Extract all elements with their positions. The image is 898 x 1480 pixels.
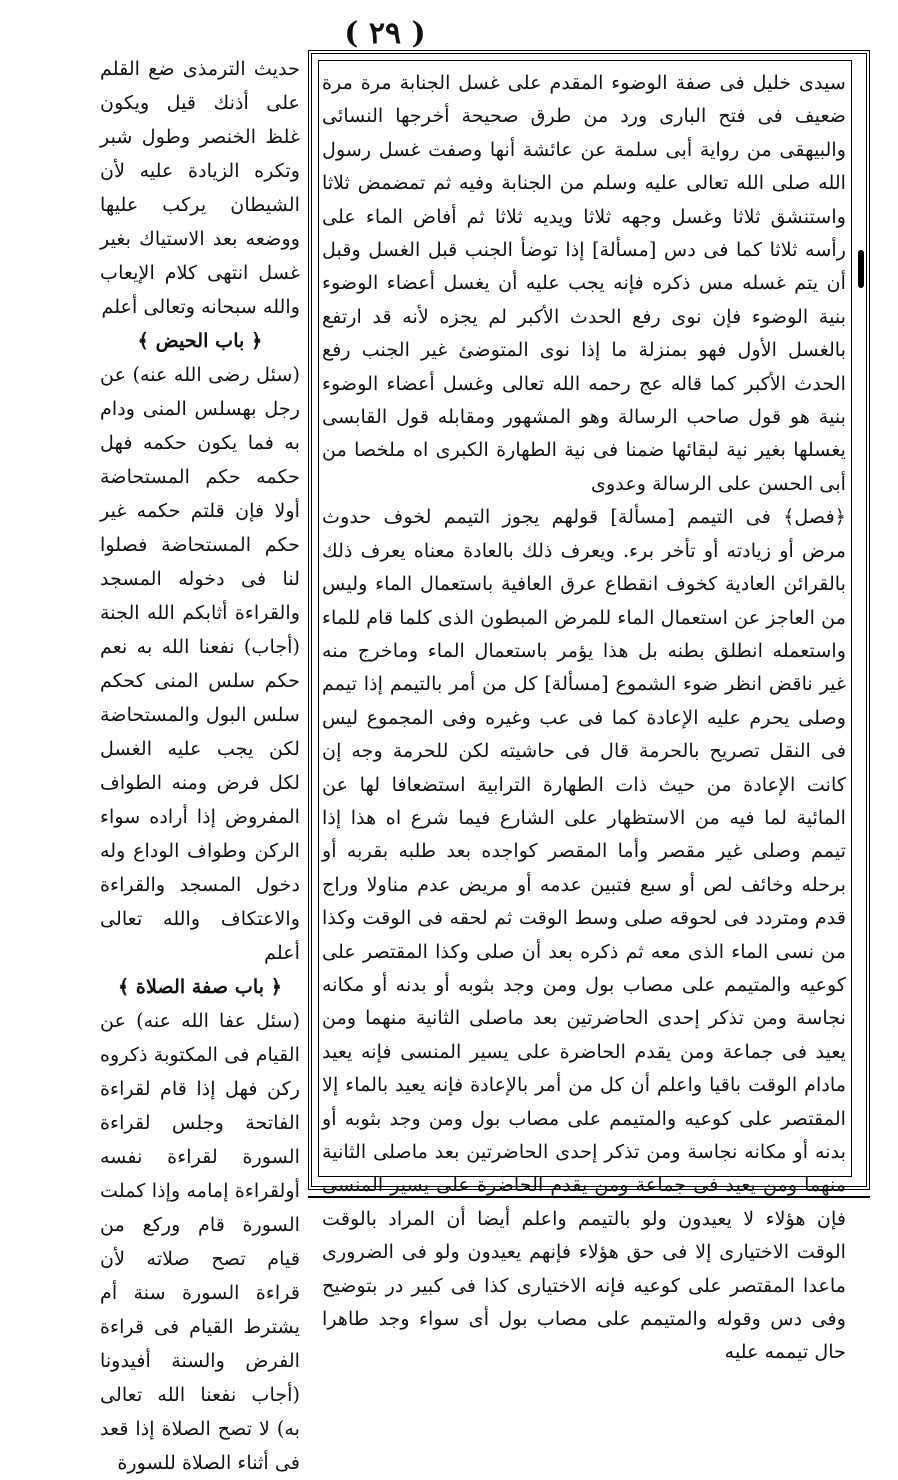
side-salat-text: (سئل عفا الله عنه) عن القيام فى المكتوبة ذكروه ركن فهل إذا قام لقراءة الفاتحة وجلس لقراءة السورة لقراءة نفسه أولقراءة إمامه وإذا كملت السورة قام وركع من قيام تصح صلاته لأن قراءة السورة سنة أم يشترط القيام فى قراءة الفرض والسنة أفيدونا (أجاب نفعنا الله تعالى به) لا تصح الصلاة إذا قعد فى أثناء الصلاة للسورة <box>100 1009 300 1474</box>
page-number: ( ٢٩ ) <box>344 16 426 51</box>
main-paragraph-tayammum: ﴿فصل﴾ فى التيمم [مسألة] قولهم يجوز التيمم لخوف حدوث مرض أو زيادته أو تأخر برء. ويعرف ذلك بالعادة معناه يعرف ذلك بالقرائن العادية كخوف انقطاع عرق العافية باستعمال الماء وليس من العاجز عن استعمال الماء للمرض المبطون الذى كلما قام للماء واستعمله انطلق بطنه بل هذا يؤمر باستعمال الماء وماخرج منه غير ناقض انظر ضوء الشموع [مسألة] كل من أمر بالتيمم إذا تيمم وصلى يحرم عليه الإعادة كما فى عب وغيره وفى المجموع ليس فى النقل تصريح بالحرمة قال فى حاشيته لكن للحرمة وجه إن كانت الإعادة من حيث ذات الطهارة الترابية استضعافا لها عن المائية لما فيه من الاستظهار على الشارع فيما شرع اه هذا إذا تيمم وصلى غير مقصر وأما المقصر كواجده بعد طلبه بقربه أو برحله وخائف لص أو سبع فتبين عدمه أو مريض عدم مناولا وراج قدم ومتردد فى لحوقه صلى وسط الوقت ثم لحقه فى الوقت وكذا من نسى الماء الذى معه ثم ذكره بعد أن صلى وكذا المقتصر على كوعيه والمتيمم على مصاب بول ومن وجد بثوبه أو بدنه أو مكانه نجاسة ومن تذكر إحدى الحاضرتين بعد ماصلى الثانية منهما ومن يعيد فى جماعة ومن يقدم الحاضرة على يسير المنسى فإنه يعيد مادام الوقت باقيا واعلم أن كل من أمر بالإعادة فإنه يعيد بالماء إلا المقتصر على كوعيه والمتيمم على مصاب بول ومن وجد بثوبه أو بدنه أو مكانه نجاسة ومن تذكر إحدى الحاضرتين بعد ماصلى الثانية منهما ومن يعيد فى جماعة ومن يقدم الحاضرة على يسير المنسى فإن هؤلاء لا يعيدون ولو بالتيمم واعلم أيضا أن المراد بالوقت الوقت الاختيارى إلا فى حق هؤلاء فإنهم يعيدون ولو فى الضرورى ماعدا المقتصر على كوعيه فإنه الاختيارى كذا فى كبير در بتوضيح وفى دس وقوله والمتيمم على مصاب بول أى سواء وجد طاهرا حال تيممه عليه <box>322 505 846 1364</box>
side-intro-text: حديث الترمذى ضع القلم على أذنك قيل ويكون غلظ الخنصر وطول شبر وتكره الزيادة عليه لأن الشيطان يركب عليها ووضعه بعد الاستياك بغير غسل انتهى كلام الإيعاب والله سبحانه وتعالى أعلم <box>100 57 300 318</box>
side-haid-text: (سئل رضى الله عنه) عن رجل بهسلس المنى ودام به فما يكون حكمه فهل حكمه حكم المستحاضة أولا فإن قلتم حكمه غير حكم المستحاضة فصلوا لنا فى دخوله المسجد والقراءة أثابكم الله الجنة (أجاب) نفعنا الله به نعم حكم سلس المنى كحكم سلس البول والمستحاضة لكن يجب عليه الغسل لكل فرض ومنه الطواف المفروض إذا أراده سواء الركن وطواف الوداع وله دخول المسجد والقراءة والاعتكاف والله تعالى أعلم <box>100 363 300 964</box>
heading-bab-sifat-al-salat: ﴿ باب صفة الصلاة ﴾ <box>117 975 283 998</box>
side-margin-column <box>100 52 300 1474</box>
heading-bab-al-haid: ﴿ باب الحيض ﴾ <box>137 329 263 352</box>
main-text-column <box>322 66 846 1364</box>
main-paragraph-wudu: سيدى خليل فى صفة الوضوء المقدم على غسل الجنابة مرة مرة ضعيف فى فتح البارى ورد من طرق صحيحة أخرجها النسائى والبيهقى من رواية أبى سلمة عن عائشة أنها وصفت غسل رسول الله صلى الله تعالى عليه وسلم من الجنابة وفيه ثم تمضمض ثلاثا واستنشق ثلاثا وغسل وجهه ثلاثا ويديه ثلاثا ثم أفاض الماء على رأسه ثلاثا كما فى دس [مسألة] إذا توضأ الجنب قبل الغسل وقبل أن يتم غسله مس ذكره فإنه يجب عليه أن يغسل أعضاء الوضوء بنية الوضوء فإن نوى رفع الحدث الأكبر لم يجزه لأنه قد ارتفع بالغسل الأول فهو بمنزلة ما إذا نوى المتوضئ غير الجنب رفع الحدث الأكبر كما قاله عج رحمه الله تعالى وغسل أعضاء الوضوء بنية هو قول صاحب الرسالة وهو المشهور ومقابله قول القابسى يغسلها بغير نية لبقائها ضمنا فى نية الطهارة الكبرى اه ملخصا من أبى الحسن على الرسالة وعدوى <box>322 71 846 495</box>
margin-mark <box>858 250 864 288</box>
bottom-rule <box>308 1196 870 1198</box>
